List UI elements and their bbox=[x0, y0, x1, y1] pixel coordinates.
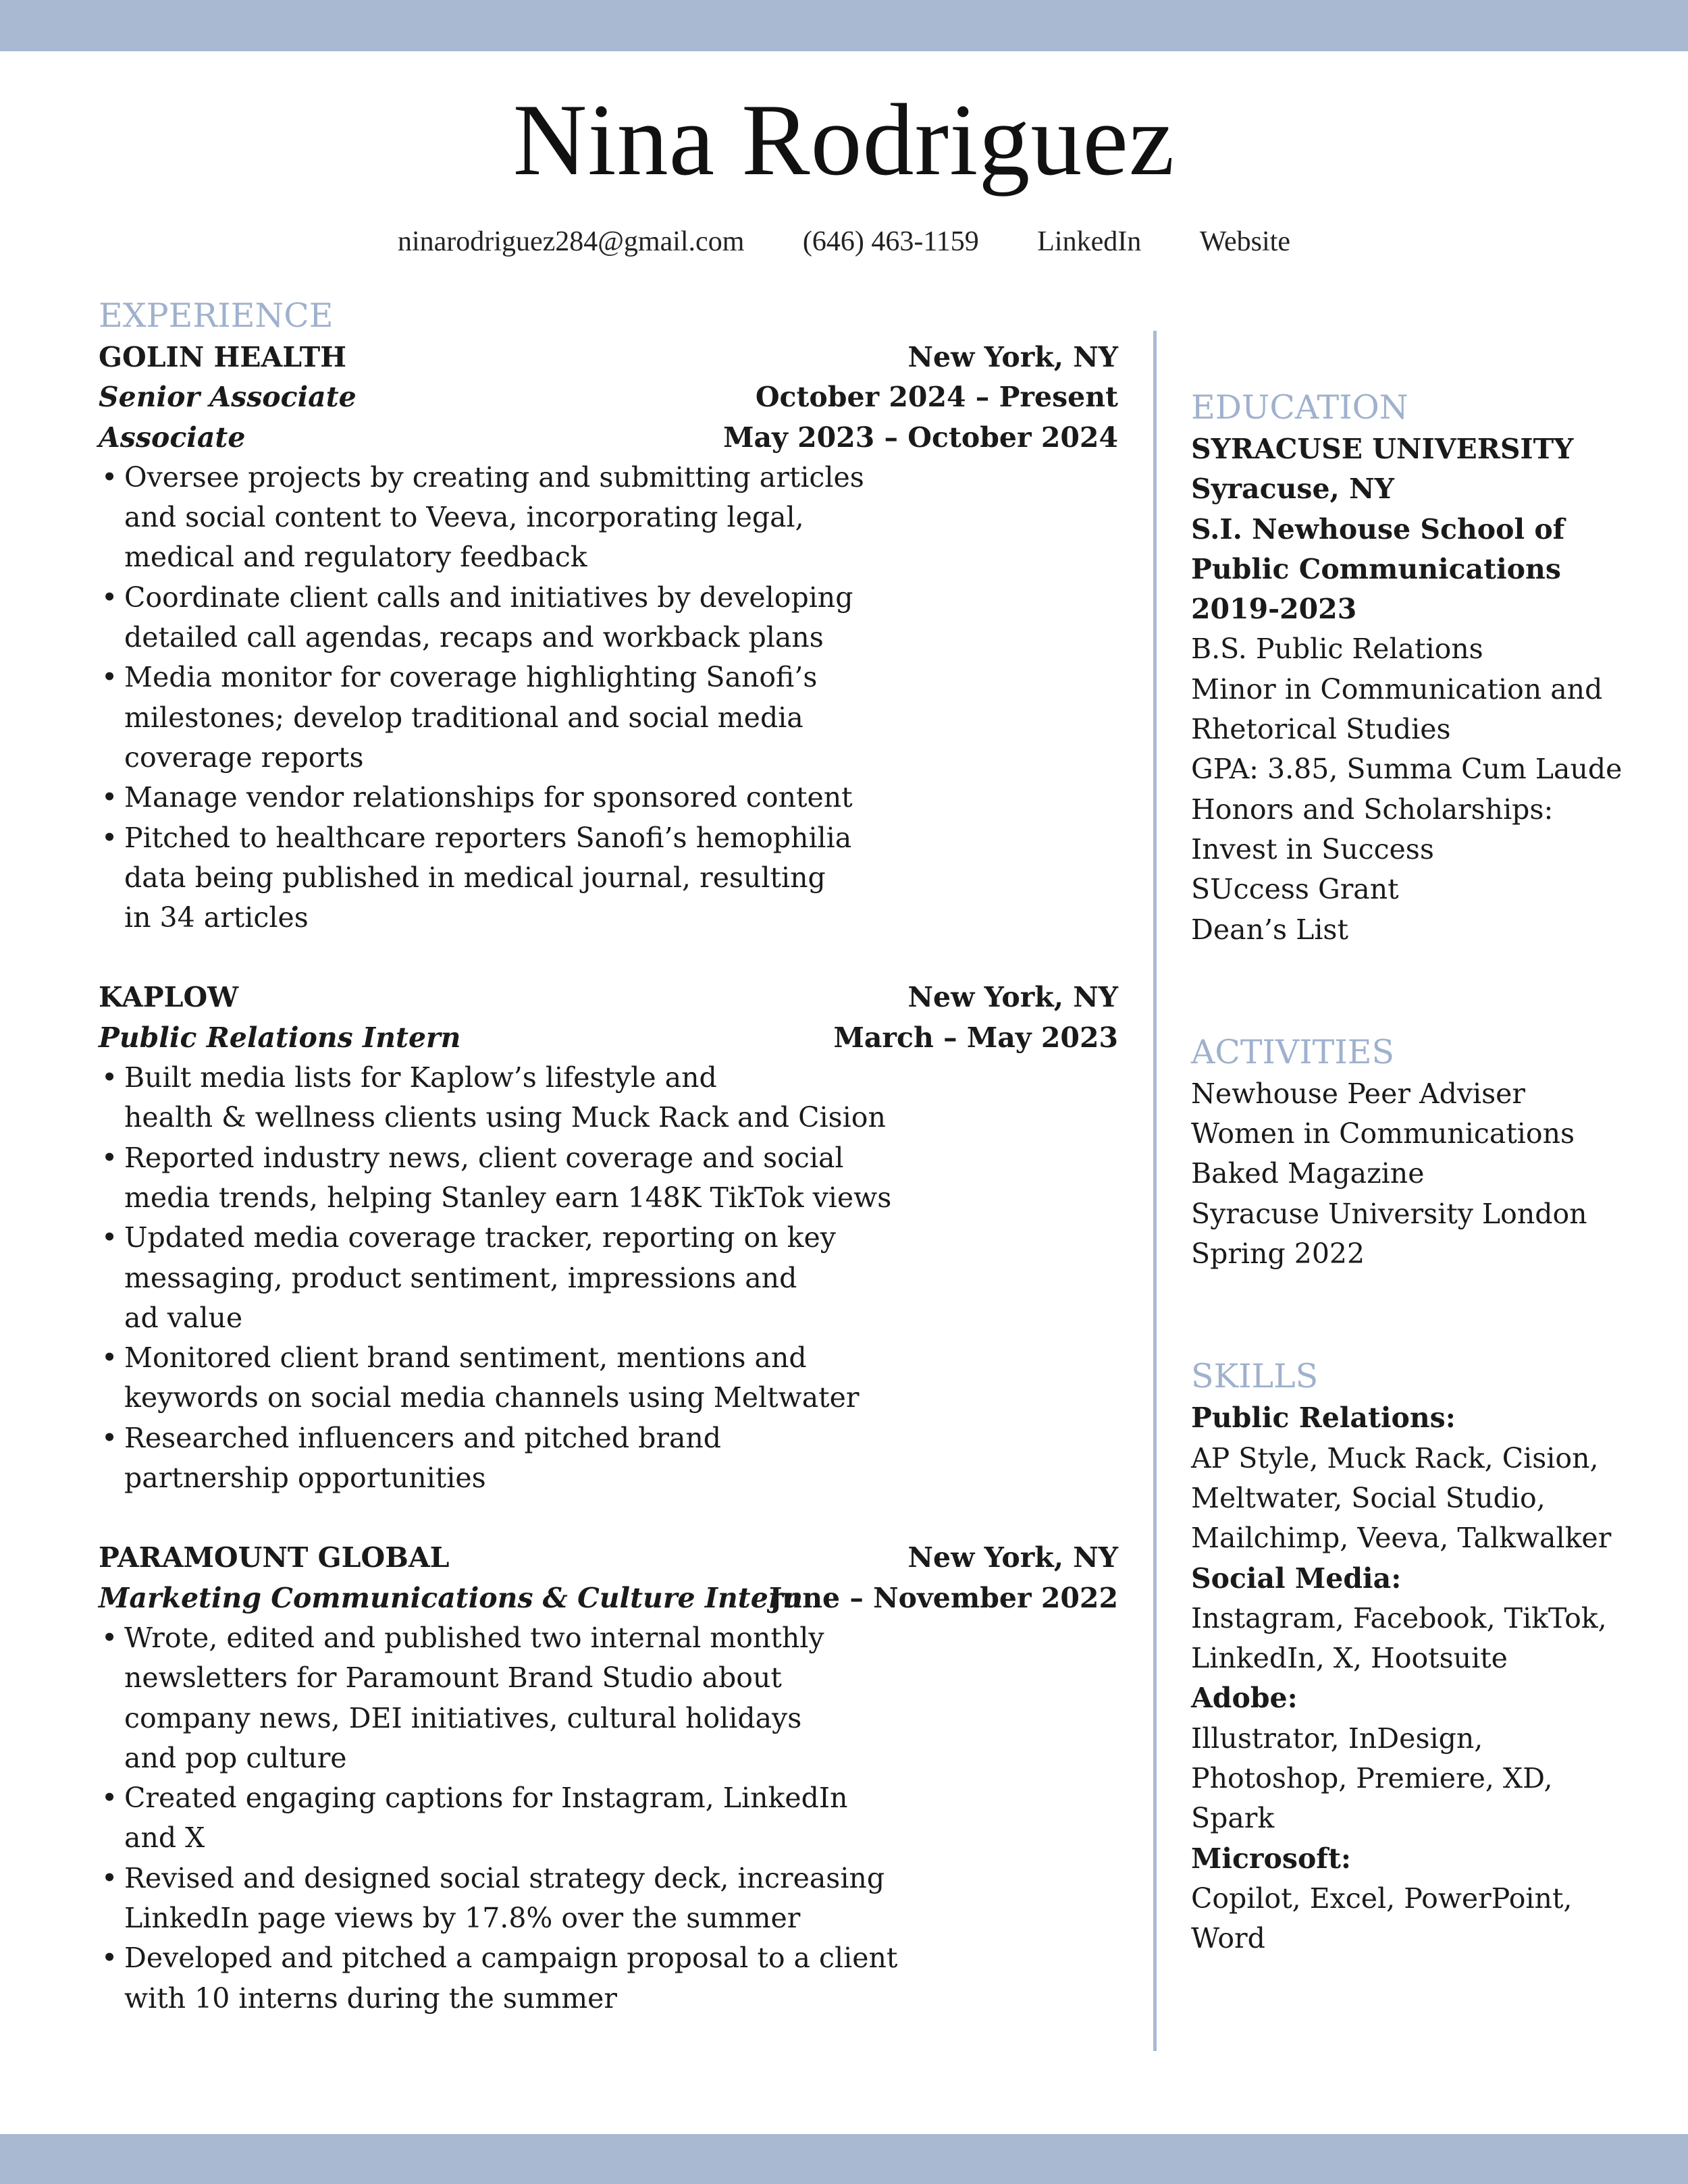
role-title: Marketing Communications & Culture Intern bbox=[99, 1581, 803, 1614]
skill-line: Word bbox=[1191, 1922, 1265, 1955]
sidebar-column bbox=[1191, 386, 1664, 1959]
skill-line: LinkedIn, X, Hootsuite bbox=[1191, 1642, 1508, 1675]
job-header-row bbox=[99, 978, 1118, 1017]
skill-line: Instagram, Facebook, TikTok, bbox=[1191, 1601, 1607, 1634]
job-header-row bbox=[99, 338, 1118, 377]
bullet-item: • Built media lists for Kaplow’s lifestyle and health & wellness clients using Muck Rack and Cision bbox=[99, 1058, 1118, 1138]
skill-line: Copilot, Excel, PowerPoint, bbox=[1191, 1882, 1573, 1915]
role-row bbox=[99, 1578, 1118, 1618]
website-link[interactable]: Website bbox=[1199, 226, 1290, 257]
bullet-item: • Wrote, edited and published two internal monthly newsletters for Paramount Brand Studio about company news, DEI initiatives, cultural holidays and pop culture bbox=[99, 1618, 1118, 1778]
bullet-item: • Researched influencers and pitched brand partnership opportunities bbox=[99, 1418, 1118, 1499]
bullet-item: • Media monitor for coverage highlighting Sanofi’s milestones; develop traditional and social media coverage reports bbox=[99, 658, 1118, 778]
experience-section bbox=[99, 294, 1118, 2058]
job-location: New York, NY bbox=[907, 981, 1118, 1014]
college-name-line: S.I. Newhouse School of bbox=[1191, 512, 1565, 545]
job-entry bbox=[99, 338, 1118, 938]
skill-line: Illustrator, InDesign, bbox=[1191, 1722, 1483, 1755]
role-title: Associate bbox=[99, 421, 246, 454]
job-header-row bbox=[99, 1538, 1118, 1578]
activity-item: Newhouse Peer Adviser bbox=[1191, 1077, 1526, 1110]
college-name-line: Public Communications bbox=[1191, 552, 1561, 585]
skill-line: Photoshop, Premiere, XD, bbox=[1191, 1762, 1553, 1795]
bullet-item: • Updated media coverage tracker, reporting on key messaging, product sentiment, impressions and ad value bbox=[99, 1218, 1118, 1338]
job-bullets bbox=[99, 1058, 1118, 1498]
skill-group-label: Adobe: bbox=[1191, 1682, 1298, 1715]
bullet-item: • Revised and designed social strategy deck, increasing LinkedIn page views by 17.8% over the summer bbox=[99, 1859, 1118, 1939]
email-link[interactable]: ninarodriguez284@gmail.com bbox=[398, 226, 745, 257]
role-row bbox=[99, 1018, 1118, 1058]
skill-line: AP Style, Muck Rack, Cision, bbox=[1191, 1441, 1599, 1474]
activity-item: Syracuse University London bbox=[1191, 1197, 1587, 1230]
education-detail: Minor in Communication and bbox=[1191, 672, 1603, 705]
column-divider bbox=[1153, 331, 1157, 2051]
skills-section bbox=[1191, 1355, 1664, 1959]
role-title: Public Relations Intern bbox=[99, 1021, 461, 1054]
bullet-item: • Coordinate client calls and initiatives by developing detailed call agendas, recaps and workback plans bbox=[99, 578, 1118, 658]
contact-line bbox=[0, 221, 1688, 262]
bullet-item: • Developed and pitched a campaign proposal to a client with 10 interns during the summer bbox=[99, 1938, 1118, 2019]
skill-group-label: Social Media: bbox=[1191, 1562, 1402, 1595]
bullet-item: • Pitched to healthcare reporters Sanofi’s hemophilia data being published in medical journal, resulting in 34 articles bbox=[99, 818, 1118, 938]
education-years: 2019-2023 bbox=[1191, 593, 1357, 626]
activities-heading: ACTIVITIES bbox=[1191, 1032, 1395, 1071]
bullet-item: • Monitored client brand sentiment, mentions and keywords on social media channels using Meltwater bbox=[99, 1338, 1118, 1418]
education-detail: Invest in Success bbox=[1191, 832, 1434, 865]
role-dates: June – November 2022 bbox=[768, 1581, 1118, 1614]
skill-line: Spark bbox=[1191, 1802, 1275, 1835]
role-row bbox=[99, 418, 1118, 458]
skill-group-label: Microsoft: bbox=[1191, 1842, 1352, 1875]
job-entry bbox=[99, 978, 1118, 1498]
education-detail: Rhetorical Studies bbox=[1191, 713, 1451, 746]
skill-line: Meltwater, Social Studio, bbox=[1191, 1481, 1546, 1514]
company-name: PARAMOUNT GLOBAL bbox=[99, 1541, 450, 1574]
activity-item: Spring 2022 bbox=[1191, 1237, 1365, 1271]
school-location: Syracuse, NY bbox=[1191, 473, 1394, 506]
job-bullets bbox=[99, 1618, 1118, 2019]
activities-section bbox=[1191, 1031, 1664, 1274]
education-detail: B.S. Public Relations bbox=[1191, 633, 1483, 666]
role-dates: March – May 2023 bbox=[833, 1021, 1118, 1054]
school-name: SYRACUSE UNIVERSITY bbox=[1191, 433, 1574, 465]
role-row bbox=[99, 377, 1118, 417]
role-dates: May 2023 – October 2024 bbox=[723, 421, 1118, 454]
education-detail: SUccess Grant bbox=[1191, 873, 1399, 906]
company-name: GOLIN HEALTH bbox=[99, 341, 347, 373]
education-section bbox=[1191, 386, 1664, 950]
bullet-item: • Created engaging captions for Instagram, LinkedIn and X bbox=[99, 1778, 1118, 1859]
linkedin-link[interactable]: LinkedIn bbox=[1037, 226, 1142, 257]
role-title: Senior Associate bbox=[99, 381, 357, 414]
education-detail: GPA: 3.85, Summa Cum Laude bbox=[1191, 753, 1623, 786]
job-location: New York, NY bbox=[907, 341, 1118, 373]
phone-number: (646) 463-1159 bbox=[802, 226, 979, 257]
job-location: New York, NY bbox=[907, 1541, 1118, 1574]
bullet-item: • Reported industry news, client coverage and social media trends, helping Stanley earn 148K TikTok views bbox=[99, 1138, 1118, 1219]
education-detail: Dean’s List bbox=[1191, 913, 1348, 946]
skill-line: Mailchimp, Veeva, Talkwalker bbox=[1191, 1522, 1612, 1555]
candidate-name: Nina Rodriguez bbox=[512, 83, 1176, 196]
skill-group-label: Public Relations: bbox=[1191, 1402, 1456, 1435]
bullet-item: • Manage vendor relationships for sponsored content bbox=[99, 778, 1118, 818]
job-bullets bbox=[99, 458, 1118, 938]
job-entry bbox=[99, 1538, 1118, 2019]
top-accent-band bbox=[0, 0, 1688, 51]
skills-heading: SKILLS bbox=[1191, 1357, 1319, 1396]
bottom-accent-band bbox=[0, 2134, 1688, 2184]
company-name: KAPLOW bbox=[99, 981, 239, 1014]
activity-item: Women in Communications bbox=[1191, 1117, 1575, 1150]
role-dates: October 2024 – Present bbox=[755, 381, 1118, 414]
experience-heading: EXPERIENCE bbox=[99, 296, 334, 335]
education-detail: Honors and Scholarships: bbox=[1191, 793, 1554, 826]
education-heading: EDUCATION bbox=[1191, 388, 1408, 427]
bullet-item: • Oversee projects by creating and submitting articles and social content to Veeva, incorporating legal, medical and regulatory feedback bbox=[99, 458, 1118, 578]
activity-item: Baked Magazine bbox=[1191, 1157, 1425, 1190]
